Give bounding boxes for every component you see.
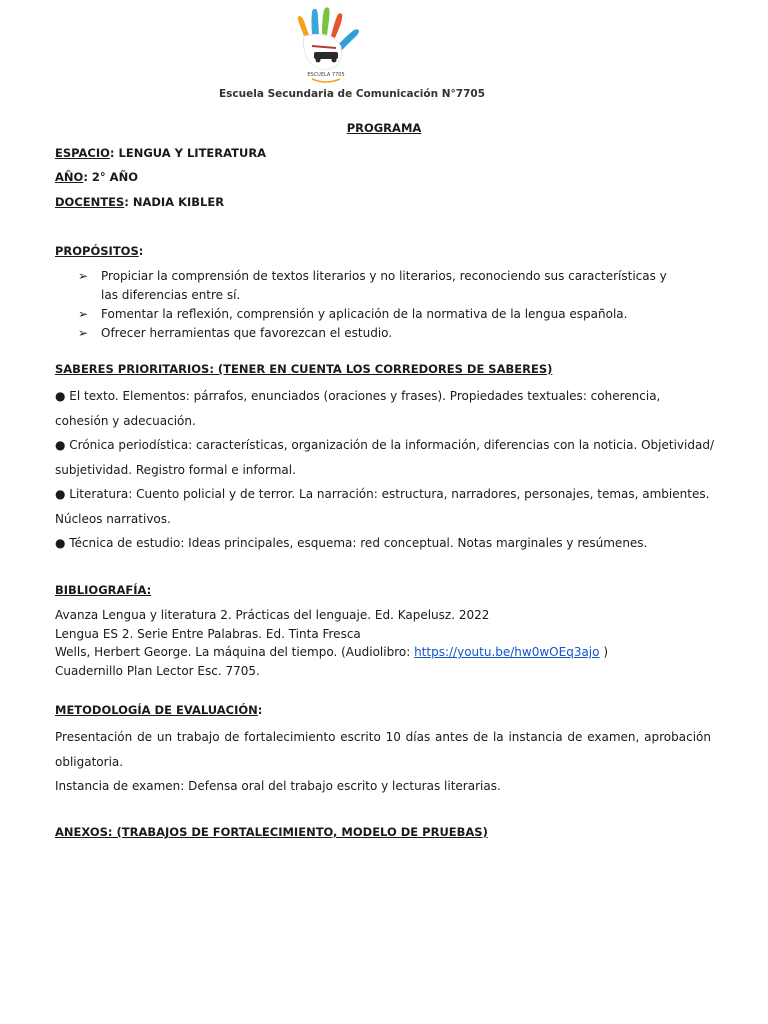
saber-item: ● Literatura: Cuento policial y de terror. La narración: estructura, narradores, personajes, temas, ambientes. Núcleos narrativos.	[55, 487, 710, 526]
saber-item: ● Técnica de estudio: Ideas principales, esquema: red conceptual. Notas marginales y resúmenes.	[55, 536, 648, 550]
bibliografia-list	[55, 606, 715, 680]
biblio-item: Lengua ES 2. Serie Entre Palabras. Ed. Tinta Fresca	[55, 626, 361, 641]
arrow-bullet-icon: ➢	[78, 269, 89, 283]
school-hand-logo	[294, 6, 364, 86]
field-anio-label: AÑO	[55, 170, 84, 184]
field-anio-value: : 2° AÑO	[83, 170, 138, 184]
propositos-list	[78, 267, 678, 343]
field-espacio	[55, 146, 266, 160]
saberes-heading: SABERES PRIORITARIOS: (TENER EN CUENTA LOS CORREDORES DE SABERES)	[55, 362, 553, 376]
biblio-item: Avanza Lengua y literatura 2. Prácticas del lenguaje. Ed. Kapelusz. 2022	[55, 608, 490, 622]
document-title: PROGRAMA	[346, 121, 422, 135]
proposito-text: Fomentar la reflexión, comprensión y aplicación de la normativa de la lengua española.	[101, 307, 628, 321]
metodologia-paragraph: Presentación de un trabajo de fortalecimiento escrito 10 días antes de la instancia de examen, aprobación obligatoria.	[55, 730, 711, 769]
proposito-text: Ofrecer herramientas que favorezcan el estudio.	[101, 326, 393, 340]
field-docentes-value: : NADIA KIBLER	[124, 195, 225, 209]
bibliografia-heading: BIBLIOGRAFÍA:	[55, 583, 152, 597]
field-docentes	[55, 195, 224, 209]
propositos-heading	[55, 244, 143, 258]
propositos-heading-colon: :	[138, 244, 144, 258]
field-anio	[55, 170, 138, 184]
field-espacio-value: : LENGUA Y LITERATURA	[109, 146, 267, 160]
propositos-heading-label: PROPÓSITOS	[55, 244, 139, 258]
list-item	[78, 324, 678, 343]
list-item	[78, 267, 678, 305]
wells-suffix: )	[599, 645, 608, 659]
arrow-bullet-icon: ➢	[78, 307, 89, 321]
metodologia-heading	[55, 703, 262, 717]
anexos-heading: ANEXOS: (TRABAJOS DE FORTALECIMIENTO, MODELO DE PRUEBAS)	[55, 825, 488, 839]
arrow-bullet-icon: ➢	[78, 326, 89, 340]
biblio-item-wells	[55, 643, 715, 662]
logo-text: ESCUELA 7705	[307, 72, 345, 78]
wells-prefix: Wells, Herbert George. La máquina del tiempo. (Audiolibro:	[55, 645, 415, 659]
saber-item: ● Crónica periodística: características, organización de la información, diferencias con la noticia. Objetividad/ subjetividad. Registro formal e informal.	[55, 438, 714, 477]
field-docentes-label: DOCENTES	[55, 195, 125, 209]
saberes-list	[55, 384, 715, 556]
field-espacio-label: ESPACIO	[55, 146, 110, 160]
metodologia-heading-colon: :	[257, 703, 263, 717]
metodologia-body	[55, 725, 711, 799]
metodologia-heading-label: METODOLOGÍA DE EVALUACIÓN	[55, 703, 258, 717]
metodologia-paragraph: Instancia de examen: Defensa oral del trabajo escrito y lecturas literarias.	[55, 779, 501, 793]
proposito-text: Propiciar la comprensión de textos literarios y no literarios, reconociendo sus características y las diferencias entre sí.	[101, 269, 667, 302]
biblio-item: Cuadernillo Plan Lector Esc. 7705.	[55, 663, 260, 678]
saber-item: ● El texto. Elementos: párrafos, enunciados (oraciones y frases). Propiedades textuales: coherencia, cohesión y adecuación.	[55, 389, 661, 428]
list-item	[78, 305, 678, 324]
audiolibro-link[interactable]: https://youtu.be/hw0wOEq3ajo	[414, 645, 600, 659]
school-name: Escuela Secundaria de Comunicación N°7705	[219, 88, 486, 100]
